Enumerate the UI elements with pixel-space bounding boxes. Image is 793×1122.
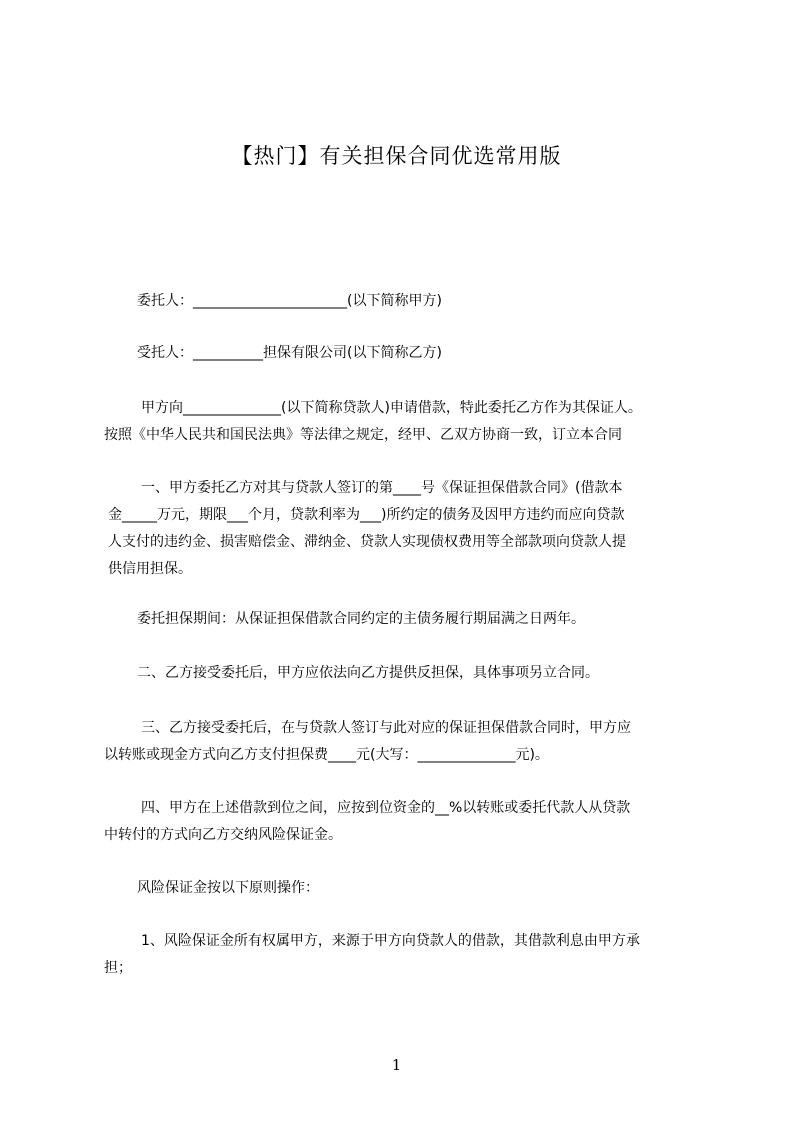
clause-two bbox=[137, 660, 599, 687]
trustee-line bbox=[137, 340, 442, 367]
paragraph-line: 委托担保期间：从保证担保借款合同约定的主债务履行期届满之日两年。 bbox=[137, 611, 585, 627]
paragraph-line: 二、乙方接受委托后，甲方应依法向乙方提供反担保，具体事项另立合同。 bbox=[137, 665, 599, 681]
paragraph-line: 按照《中华人民共和国民法典》等法律之规定，经甲、乙双方协商一致，订立本合同 bbox=[104, 427, 622, 443]
paragraph-line: 担； bbox=[104, 960, 132, 976]
paragraph-line: 以转账或现金方式向乙方支付担保费____元(大写：______________元)。 bbox=[104, 747, 549, 763]
page-number: 1 bbox=[391, 1056, 402, 1074]
paragraph-line: 金_____万元，期限___个月，贷款利率为___)所约定的债务及因甲方违约而应向贷款 bbox=[108, 507, 625, 523]
paragraph-line: 供信用担保。 bbox=[108, 561, 192, 577]
paragraph-line: 一、甲方委托乙方对其与贷款人签订的第____号《保证担保借款合同》(借款本 bbox=[141, 480, 623, 496]
paragraph-line: 人支付的违约金、损害赔偿金、滞纳金、贷款人实现债权费用等全部款项向贷款人提 bbox=[108, 534, 626, 550]
paragraph-line: 中转付的方式向乙方交纳风险保证金。 bbox=[104, 827, 342, 843]
paragraph-line: 受托人：__________担保有限公司(以下简称乙方) bbox=[137, 345, 442, 361]
risk-deposit-heading bbox=[137, 875, 319, 902]
paragraph-line: 四、甲方在上述借款到位之间，应按到位资金的__%以转账或委托代款人从贷款 bbox=[141, 800, 631, 816]
paragraph-line: 风险保证金按以下原则操作： bbox=[137, 880, 319, 896]
document-title: 【热门】有关担保合同优选常用版 bbox=[231, 144, 562, 168]
guarantee-period bbox=[137, 606, 585, 633]
paragraph-line: 1、风险保证金所有权属甲方，来源于甲方向贷款人的借款，其借款利息由甲方承 bbox=[141, 933, 640, 949]
client-line bbox=[137, 288, 442, 315]
paragraph-line: 委托人：______________________(以下简称甲方) bbox=[137, 293, 442, 309]
paragraph-line: 甲方向______________(以下简称贷款人)申请借款，特此委托乙方作为其保证人。 bbox=[141, 400, 642, 416]
paragraph-line: 三、乙方接受委托后，在与贷款人签订与此对应的保证担保借款合同时，甲方应 bbox=[141, 720, 631, 736]
